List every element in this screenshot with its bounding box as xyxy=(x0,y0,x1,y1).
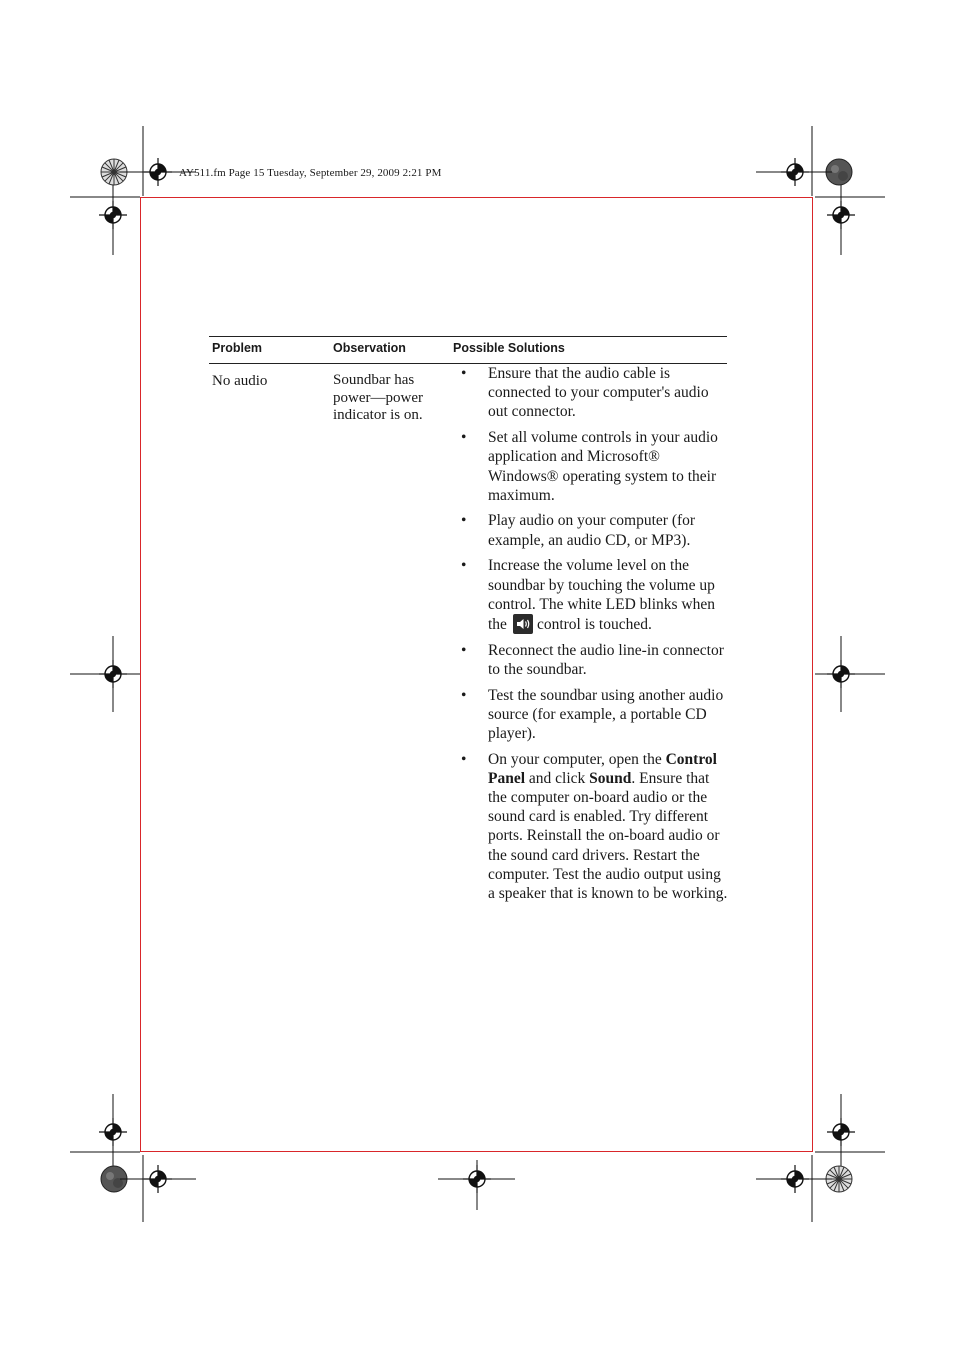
solution-item xyxy=(454,750,729,904)
header-observation: Observation xyxy=(333,341,406,355)
bullet: • xyxy=(461,750,467,768)
bullet: • xyxy=(461,512,467,530)
sound-label: Sound xyxy=(589,769,632,787)
solution-text: . Ensure that the computer on-board audio or the sound card is enabled. Try different ports. Reinstall the on-board audio or the sound card drivers. Restart the computer. Test the audio output using a speaker that is known to be working. xyxy=(488,769,728,903)
solution-item xyxy=(454,364,729,422)
bullet: • xyxy=(461,641,467,659)
control-panel-label: Control Panel xyxy=(488,750,717,787)
solution-text: Play audio on your computer (for example, an audio CD, or MP3). xyxy=(488,512,696,549)
solution-text: On your computer, open the xyxy=(488,750,662,768)
solution-item xyxy=(454,556,729,634)
observation-line: indicator is on. xyxy=(333,407,423,423)
solution-item xyxy=(454,641,729,679)
solution-text: Ensure that the audio cable is connected to your computer's audio out connector. xyxy=(488,365,709,421)
bullet: • xyxy=(461,557,467,575)
solution-text: Set all volume controls in your audio application and Microsoft® Windows® operating system to their maximum. xyxy=(488,429,718,504)
file-slug: AY511.fm Page 15 Tuesday, September 29, 2009 2:21 PM xyxy=(179,167,442,179)
problem-cell: No audio xyxy=(212,373,268,389)
solution-item xyxy=(454,686,729,744)
header-problem: Problem xyxy=(212,341,263,355)
solution-text: Reconnect the audio line-in connector to the soundbar. xyxy=(488,641,724,678)
solution-text: control is touched. xyxy=(536,615,652,633)
solution-text: Test the soundbar using another audio source (for example, a portable CD player). xyxy=(488,686,724,742)
solutions-list xyxy=(454,364,729,910)
solution-item xyxy=(454,511,729,549)
speaker-volume-icon xyxy=(513,614,533,634)
bullet: • xyxy=(461,429,467,447)
solution-item xyxy=(454,428,729,505)
table-header xyxy=(209,336,727,364)
header-solutions: Possible Solutions xyxy=(453,341,565,355)
observation-cell xyxy=(333,372,443,425)
observation-line: Soundbar has xyxy=(333,372,415,388)
solution-text: Increase the volume level on the soundbar by touching the volume up control. The white LED blinks when the xyxy=(488,557,716,633)
bullet: • xyxy=(461,686,467,704)
observation-line: power—power xyxy=(333,389,423,406)
troubleshooting-table xyxy=(209,336,728,903)
bullet: • xyxy=(461,365,467,382)
solution-text: and click xyxy=(528,769,586,787)
